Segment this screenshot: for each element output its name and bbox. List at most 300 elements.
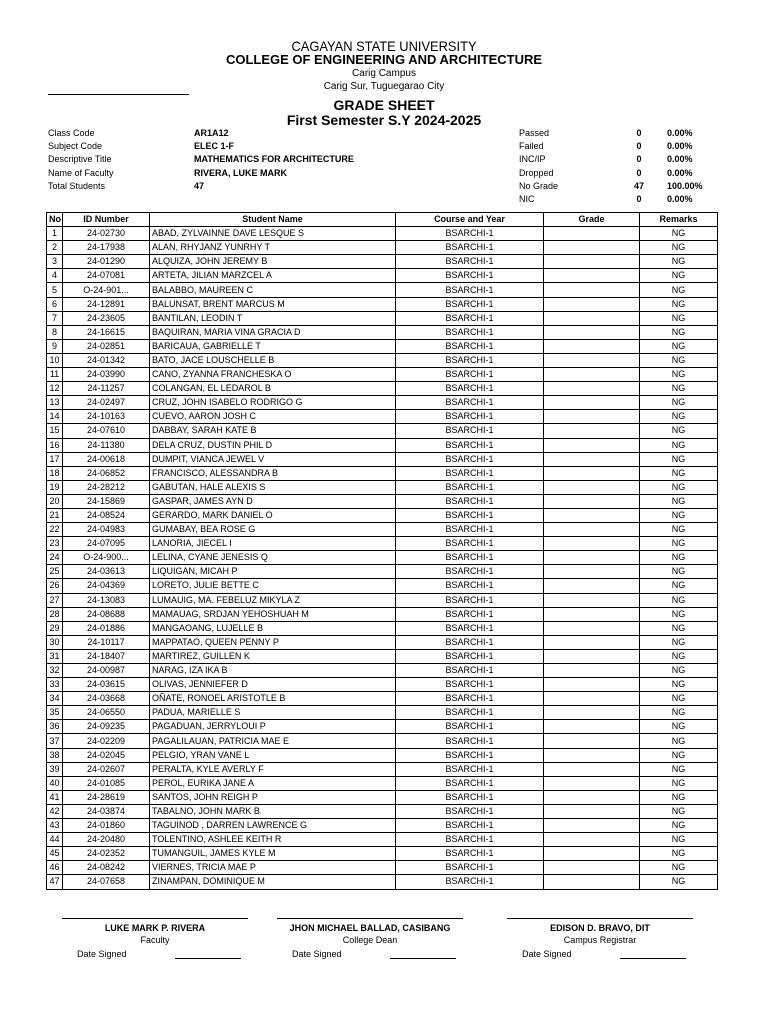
signature-line xyxy=(62,918,248,919)
cell-course: BSARCHI-1 xyxy=(396,368,544,382)
table-row xyxy=(47,353,718,367)
cell-remarks: NG xyxy=(640,508,718,522)
cell-id: 24-03668 xyxy=(63,692,150,706)
cell-name: ARTETA, JILIAN MARZCEL A xyxy=(150,269,396,283)
cell-remarks: NG xyxy=(640,466,718,480)
cell-course: BSARCHI-1 xyxy=(396,410,544,424)
cell-id: 24-28212 xyxy=(63,480,150,494)
cell-course: BSARCHI-1 xyxy=(396,692,544,706)
cell-no: 8 xyxy=(47,325,63,339)
cell-no: 39 xyxy=(47,762,63,776)
cell-id: 24-16615 xyxy=(63,325,150,339)
cell-remarks: NG xyxy=(640,833,718,847)
cell-id: 24-28619 xyxy=(63,790,150,804)
cell-no: 40 xyxy=(47,776,63,790)
cell-id: 24-02209 xyxy=(63,734,150,748)
table-row xyxy=(47,241,718,255)
cell-grade xyxy=(544,551,640,565)
cell-grade xyxy=(544,678,640,692)
cell-course: BSARCHI-1 xyxy=(396,551,544,565)
table-row xyxy=(47,607,718,621)
cell-id: 24-02851 xyxy=(63,339,150,353)
table-row xyxy=(47,635,718,649)
cell-id: 24-01886 xyxy=(63,621,150,635)
cell-id: 24-02352 xyxy=(63,847,150,861)
table-row xyxy=(47,368,718,382)
cell-remarks: NG xyxy=(640,621,718,635)
cell-id: 24-00618 xyxy=(63,452,150,466)
date-signed-line xyxy=(620,958,686,959)
faculty-value: RIVERA, LUKE MARK xyxy=(194,167,288,178)
cell-id: 24-08242 xyxy=(63,861,150,875)
cell-remarks: NG xyxy=(640,269,718,283)
cell-grade xyxy=(544,494,640,508)
stat-pct: 100.00% xyxy=(667,180,703,191)
cell-grade xyxy=(544,396,640,410)
cell-grade xyxy=(544,452,640,466)
cell-name: VIERNES, TRICIA MAE P xyxy=(150,861,396,875)
table-row xyxy=(47,748,718,762)
total-students-value: 47 xyxy=(194,180,205,191)
cell-course: BSARCHI-1 xyxy=(396,508,544,522)
cell-name: ABAD, ZYLVAINNE DAVE LESQUE S xyxy=(150,227,396,241)
cell-name: GERARDO, MARK DANIEL O xyxy=(150,508,396,522)
cell-no: 41 xyxy=(47,790,63,804)
cell-course: BSARCHI-1 xyxy=(396,396,544,410)
cell-id: 24-01342 xyxy=(63,353,150,367)
subject-code-label: Subject Code xyxy=(48,141,103,152)
table-row xyxy=(47,325,718,339)
cell-grade xyxy=(544,508,640,522)
cell-name: MAMAUAG, SRDJAN YEHOSHUAH M xyxy=(150,607,396,621)
table-row xyxy=(47,678,718,692)
cell-id: 24-20480 xyxy=(63,833,150,847)
descriptive-title-label: Descriptive Title xyxy=(48,154,112,165)
cell-course: BSARCHI-1 xyxy=(396,438,544,452)
cell-course: BSARCHI-1 xyxy=(396,593,544,607)
cell-remarks: NG xyxy=(640,593,718,607)
cell-course: BSARCHI-1 xyxy=(396,311,544,325)
cell-id: 24-11257 xyxy=(63,382,150,396)
cell-name: TAGUINOD , DARREN LAWRENCE G xyxy=(150,819,396,833)
cell-remarks: NG xyxy=(640,692,718,706)
cell-grade xyxy=(544,706,640,720)
cell-no: 23 xyxy=(47,537,63,551)
cell-remarks: NG xyxy=(640,523,718,537)
cell-name: PAGALILAUAN, PATRICIA MAE E xyxy=(150,734,396,748)
table-row xyxy=(47,692,718,706)
cell-remarks: NG xyxy=(640,382,718,396)
table-row xyxy=(47,579,718,593)
cell-name: CUEVO, AARON JOSH C xyxy=(150,410,396,424)
stat-pct: 0.00% xyxy=(667,167,693,178)
signature-line xyxy=(507,918,693,919)
stat-label: Failed xyxy=(519,141,544,152)
cell-id: 24-07081 xyxy=(63,269,150,283)
table-row xyxy=(47,565,718,579)
cell-remarks: NG xyxy=(640,537,718,551)
cell-no: 37 xyxy=(47,734,63,748)
stat-pct: 0.00% xyxy=(667,154,693,165)
cell-name: LUMAUIG, MA. FEBELUZ MIKYLA Z xyxy=(150,593,396,607)
cell-no: 30 xyxy=(47,635,63,649)
cell-no: 16 xyxy=(47,438,63,452)
cell-course: BSARCHI-1 xyxy=(396,621,544,635)
stats-counts xyxy=(628,127,650,206)
cell-remarks: NG xyxy=(640,790,718,804)
cell-no: 31 xyxy=(47,649,63,663)
cell-grade xyxy=(544,847,640,861)
cell-grade xyxy=(544,790,640,804)
cell-remarks: NG xyxy=(640,706,718,720)
signatory-block xyxy=(55,918,255,961)
cell-grade xyxy=(544,255,640,269)
cell-no: 2 xyxy=(47,241,63,255)
cell-remarks: NG xyxy=(640,678,718,692)
cell-id: 24-10163 xyxy=(63,410,150,424)
cell-grade xyxy=(544,607,640,621)
cell-name: NARAG, IZA IKA B xyxy=(150,664,396,678)
cell-no: 36 xyxy=(47,720,63,734)
date-signed-line xyxy=(175,958,241,959)
cell-course: BSARCHI-1 xyxy=(396,635,544,649)
cell-grade xyxy=(544,833,640,847)
cell-remarks: NG xyxy=(640,241,718,255)
cell-name: MANGAOANG, LUJELLE B xyxy=(150,621,396,635)
cell-id: 24-11380 xyxy=(63,438,150,452)
cell-no: 32 xyxy=(47,664,63,678)
table-row xyxy=(47,847,718,861)
semester-title: First Semester S.Y 2024-2025 xyxy=(286,112,482,128)
table-row xyxy=(47,720,718,734)
cell-grade xyxy=(544,579,640,593)
cell-no: 45 xyxy=(47,847,63,861)
cell-no: 1 xyxy=(47,227,63,241)
cell-name: BATO, JACE LOUSCHELLE B xyxy=(150,353,396,367)
cell-id: 24-03615 xyxy=(63,678,150,692)
stat-count: 0 xyxy=(636,154,642,165)
stat-count: 0 xyxy=(636,167,642,178)
cell-remarks: NG xyxy=(640,339,718,353)
document-title: GRADE SHEET xyxy=(333,97,435,113)
subject-code-value: ELEC 1-F xyxy=(194,141,235,152)
cell-grade xyxy=(544,861,640,875)
cell-id: 24-02730 xyxy=(63,227,150,241)
table-row xyxy=(47,396,718,410)
cell-grade xyxy=(544,353,640,367)
table-row xyxy=(47,762,718,776)
cell-id: 24-15869 xyxy=(63,494,150,508)
col-header-remarks: Remarks xyxy=(640,213,718,227)
cell-course: BSARCHI-1 xyxy=(396,241,544,255)
table-row xyxy=(47,508,718,522)
table-row xyxy=(47,819,718,833)
col-header-name: Student Name xyxy=(150,213,396,227)
cell-name: GASPAR, JAMES AYN D xyxy=(150,494,396,508)
stat-label: INC/IP xyxy=(519,154,546,165)
cell-id: 24-08524 xyxy=(63,508,150,522)
cell-course: BSARCHI-1 xyxy=(396,297,544,311)
table-row xyxy=(47,227,718,241)
cell-remarks: NG xyxy=(640,297,718,311)
cell-remarks: NG xyxy=(640,551,718,565)
cell-no: 15 xyxy=(47,424,63,438)
cell-id: 24-07095 xyxy=(63,537,150,551)
cell-no: 22 xyxy=(47,523,63,537)
signatory-name: JHON MICHAEL BALLAD, CASIBANG xyxy=(289,923,451,933)
cell-grade xyxy=(544,804,640,818)
cell-name: GUMABAY, BEA ROSE G xyxy=(150,523,396,537)
table-row xyxy=(47,833,718,847)
cell-grade xyxy=(544,664,640,678)
cell-name: PEROL, EURIKA JANE A xyxy=(150,776,396,790)
cell-no: 27 xyxy=(47,593,63,607)
stat-count: 0 xyxy=(636,193,642,204)
cell-course: BSARCHI-1 xyxy=(396,466,544,480)
cell-grade xyxy=(544,311,640,325)
cell-name: PAGADUAN, JERRYLOUI P xyxy=(150,720,396,734)
stat-count: 0 xyxy=(636,128,642,138)
cell-remarks: NG xyxy=(640,424,718,438)
cell-course: BSARCHI-1 xyxy=(396,819,544,833)
date-signed-label: Date Signed xyxy=(522,949,572,959)
cell-no: 34 xyxy=(47,692,63,706)
stats-percentages xyxy=(667,127,703,206)
table-row xyxy=(47,452,718,466)
table-row xyxy=(47,523,718,537)
cell-name: DUMPIT, VIANCA JEWEL V xyxy=(150,452,396,466)
signatory-name: EDISON D. BRAVO, DIT xyxy=(550,923,650,933)
cell-course: BSARCHI-1 xyxy=(396,382,544,396)
cell-no: 24 xyxy=(47,551,63,565)
cell-grade xyxy=(544,382,640,396)
cell-no: 10 xyxy=(47,353,63,367)
table-row xyxy=(47,551,718,565)
cell-course: BSARCHI-1 xyxy=(396,565,544,579)
cell-id: 24-12891 xyxy=(63,297,150,311)
table-row xyxy=(47,382,718,396)
cell-name: PELGIO, YRAN VANE L xyxy=(150,748,396,762)
cell-name: ZINAMPAN, DOMINIQUE M xyxy=(150,875,396,889)
cell-id: 24-06852 xyxy=(63,466,150,480)
cell-name: DABBAY, SARAH KATE B xyxy=(150,424,396,438)
col-header-course: Course and Year xyxy=(396,213,544,227)
cell-course: BSARCHI-1 xyxy=(396,833,544,847)
cell-id: 24-10117 xyxy=(63,635,150,649)
cell-remarks: NG xyxy=(640,748,718,762)
stat-pct: 0.00% xyxy=(667,141,693,152)
class-info-labels xyxy=(48,127,114,193)
cell-remarks: NG xyxy=(640,480,718,494)
cell-remarks: NG xyxy=(640,438,718,452)
cell-course: BSARCHI-1 xyxy=(396,579,544,593)
cell-grade xyxy=(544,720,640,734)
cell-remarks: NG xyxy=(640,410,718,424)
stat-label: Passed xyxy=(519,128,550,138)
cell-grade xyxy=(544,537,640,551)
cell-remarks: NG xyxy=(640,804,718,818)
cell-name: LORETO, JULIE BETTE C xyxy=(150,579,396,593)
table-row xyxy=(47,593,718,607)
cell-grade xyxy=(544,480,640,494)
table-row xyxy=(47,311,718,325)
cell-no: 9 xyxy=(47,339,63,353)
cell-no: 20 xyxy=(47,494,63,508)
cell-grade xyxy=(544,565,640,579)
cell-grade xyxy=(544,410,640,424)
cell-remarks: NG xyxy=(640,607,718,621)
cell-course: BSARCHI-1 xyxy=(396,649,544,663)
cell-no: 19 xyxy=(47,480,63,494)
cell-name: OÑATE, RONOEL ARISTOTLE B xyxy=(150,692,396,706)
cell-grade xyxy=(544,241,640,255)
cell-no: 18 xyxy=(47,466,63,480)
table-row xyxy=(47,283,718,297)
table-row xyxy=(47,621,718,635)
cell-no: 26 xyxy=(47,579,63,593)
cell-grade xyxy=(544,875,640,889)
cell-id: 24-18407 xyxy=(63,649,150,663)
cell-name: BAQUIRAN, MARIA VINA GRACIA D xyxy=(150,325,396,339)
cell-remarks: NG xyxy=(640,452,718,466)
cell-remarks: NG xyxy=(640,861,718,875)
cell-name: PADUA, MARIELLE S xyxy=(150,706,396,720)
stat-pct: 0.00% xyxy=(667,193,693,204)
cell-grade xyxy=(544,819,640,833)
cell-name: ALQUIZA, JOHN JEREMY B xyxy=(150,255,396,269)
date-signed xyxy=(500,947,700,961)
cell-remarks: NG xyxy=(640,579,718,593)
cell-id: 24-02607 xyxy=(63,762,150,776)
signatory-block xyxy=(270,918,470,961)
cell-no: 4 xyxy=(47,269,63,283)
cell-id: 24-06550 xyxy=(63,706,150,720)
cell-id: 24-00987 xyxy=(63,664,150,678)
stats-labels xyxy=(519,127,558,206)
cell-remarks: NG xyxy=(640,353,718,367)
cell-course: BSARCHI-1 xyxy=(396,804,544,818)
stat-label: No Grade xyxy=(519,180,559,191)
cell-grade xyxy=(544,424,640,438)
table-row xyxy=(47,466,718,480)
cell-id: 24-04983 xyxy=(63,523,150,537)
cell-course: BSARCHI-1 xyxy=(396,720,544,734)
cell-grade xyxy=(544,368,640,382)
cell-id: 24-01290 xyxy=(63,255,150,269)
cell-course: BSARCHI-1 xyxy=(396,537,544,551)
table-row xyxy=(47,861,718,875)
cell-grade xyxy=(544,762,640,776)
col-header-no: No xyxy=(47,213,63,227)
cell-remarks: NG xyxy=(640,847,718,861)
cell-grade xyxy=(544,297,640,311)
cell-name: MARTIREZ, GUILLEN K xyxy=(150,649,396,663)
cell-course: BSARCHI-1 xyxy=(396,875,544,889)
cell-grade xyxy=(544,523,640,537)
date-signed-label: Date Signed xyxy=(77,949,127,959)
cell-name: BALUNSAT, BRENT MARCUS M xyxy=(150,297,396,311)
cell-id: O-24-901... xyxy=(63,283,150,297)
cell-remarks: NG xyxy=(640,720,718,734)
cell-remarks: NG xyxy=(640,368,718,382)
class-info-values xyxy=(194,127,354,193)
cell-grade xyxy=(544,227,640,241)
cell-remarks: NG xyxy=(640,776,718,790)
top-left-rule xyxy=(48,94,189,95)
col-header-id: ID Number xyxy=(63,213,150,227)
cell-remarks: NG xyxy=(640,227,718,241)
cell-no: 11 xyxy=(47,368,63,382)
table-row xyxy=(47,494,718,508)
cell-id: 24-08688 xyxy=(63,607,150,621)
cell-name: BARICAUA, GABRIELLE T xyxy=(150,339,396,353)
table-row xyxy=(47,410,718,424)
cell-no: 21 xyxy=(47,508,63,522)
cell-course: BSARCHI-1 xyxy=(396,339,544,353)
cell-grade xyxy=(544,325,640,339)
cell-id: 24-01085 xyxy=(63,776,150,790)
cell-id: 24-01860 xyxy=(63,819,150,833)
cell-id: 24-09235 xyxy=(63,720,150,734)
cell-name: FRANCISCO, ALESSANDRA B xyxy=(150,466,396,480)
table-row xyxy=(47,297,718,311)
signatory-role: Campus Registrar xyxy=(563,935,637,945)
cell-name: BALABBO, MAUREEN C xyxy=(150,283,396,297)
cell-no: 47 xyxy=(47,875,63,889)
cell-course: BSARCHI-1 xyxy=(396,664,544,678)
cell-id: 24-02045 xyxy=(63,748,150,762)
cell-remarks: NG xyxy=(640,649,718,663)
cell-course: BSARCHI-1 xyxy=(396,790,544,804)
stat-count: 0 xyxy=(636,141,642,152)
cell-course: BSARCHI-1 xyxy=(396,861,544,875)
cell-course: BSARCHI-1 xyxy=(396,255,544,269)
cell-grade xyxy=(544,692,640,706)
cell-no: 42 xyxy=(47,804,63,818)
date-signed xyxy=(270,947,470,961)
cell-no: 38 xyxy=(47,748,63,762)
cell-name: TABALNO, JOHN MARK B xyxy=(150,804,396,818)
cell-name: TUMANGUIL, JAMES KYLE M xyxy=(150,847,396,861)
cell-id: 24-04369 xyxy=(63,579,150,593)
cell-course: BSARCHI-1 xyxy=(396,678,544,692)
cell-course: BSARCHI-1 xyxy=(396,353,544,367)
signatory-role: Faculty xyxy=(140,935,170,945)
cell-remarks: NG xyxy=(640,325,718,339)
cell-no: 44 xyxy=(47,833,63,847)
stat-label: Dropped xyxy=(519,167,554,178)
grade-table-body xyxy=(47,227,718,889)
cell-name: LELINA, CYANE JENESIS Q xyxy=(150,551,396,565)
cell-course: BSARCHI-1 xyxy=(396,847,544,861)
cell-course: BSARCHI-1 xyxy=(396,776,544,790)
cell-id: 24-03613 xyxy=(63,565,150,579)
cell-course: BSARCHI-1 xyxy=(396,227,544,241)
cell-no: 13 xyxy=(47,396,63,410)
cell-name: COLANGAN, EL LEDAROL B xyxy=(150,382,396,396)
table-row xyxy=(47,339,718,353)
cell-remarks: NG xyxy=(640,819,718,833)
cell-name: DELA CRUZ, DUSTIN PHIL D xyxy=(150,438,396,452)
cell-no: 5 xyxy=(47,283,63,297)
cell-course: BSARCHI-1 xyxy=(396,734,544,748)
cell-grade xyxy=(544,283,640,297)
cell-remarks: NG xyxy=(640,396,718,410)
faculty-label: Name of Faculty xyxy=(48,167,114,178)
cell-course: BSARCHI-1 xyxy=(396,748,544,762)
table-row xyxy=(47,255,718,269)
table-row xyxy=(47,537,718,551)
